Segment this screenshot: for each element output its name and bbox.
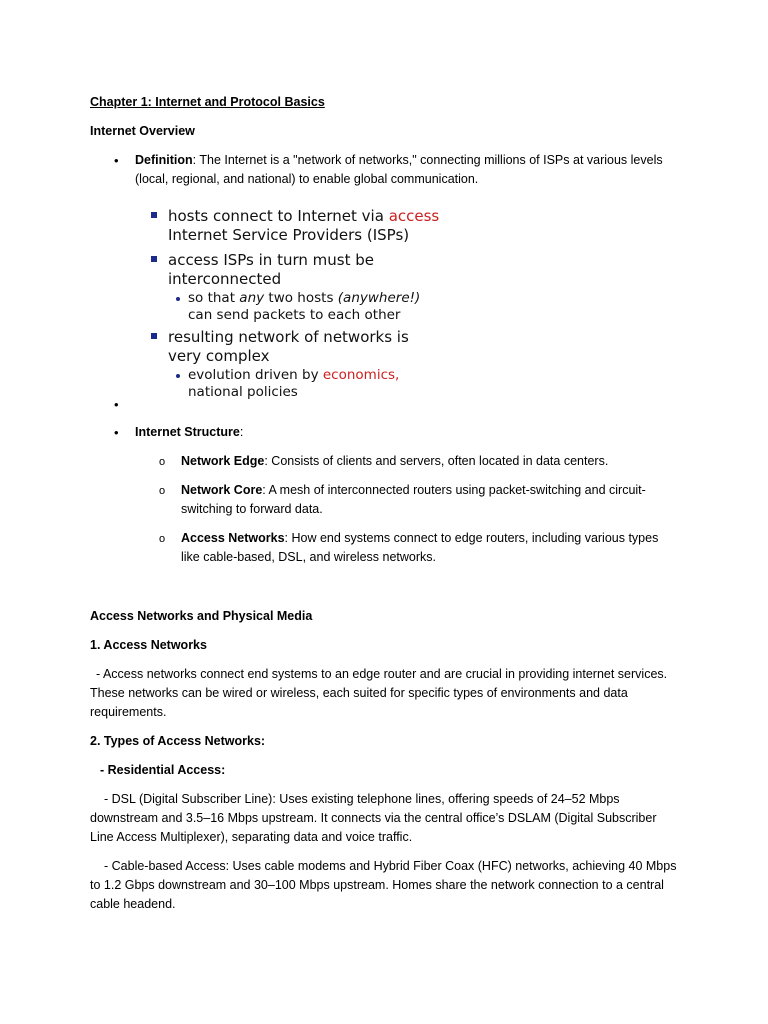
slide-image	[148, 204, 488, 404]
structure-heading	[135, 423, 243, 442]
slide-line-8: very complex	[168, 347, 270, 365]
slide-text: hosts connect to Internet via	[168, 207, 389, 225]
overview-heading: Internet Overview	[90, 124, 195, 138]
slide-text: so that	[188, 290, 240, 306]
slide-line-2: Internet Service Providers (ISPs)	[168, 226, 410, 244]
structure-term: Internet Structure	[135, 425, 240, 439]
item-text: : Consists of clients and servers, often located in data centers.	[264, 454, 609, 468]
slide-square-bullet	[151, 333, 157, 339]
item-term: Access Networks	[181, 531, 285, 545]
structure-item-access	[181, 529, 661, 567]
section2-heading: 2. Types of Access Networks:	[90, 734, 266, 748]
definition-text: : The Internet is a "network of networks," connecting millions of ISPs at various levels (local, regional, and national) to enable global communication.	[135, 153, 663, 186]
slide-line-4: interconnected	[168, 270, 282, 288]
definition-term: Definition	[135, 153, 193, 167]
slide-square-bullet	[151, 212, 157, 218]
slide-square-bullet	[151, 256, 157, 262]
slide-dot-bullet	[176, 374, 180, 378]
residential-heading: - Residential Access:	[100, 763, 226, 777]
structure-item-edge	[181, 452, 671, 471]
slide-line-9	[188, 367, 399, 384]
slide-text-italic: any	[239, 290, 265, 306]
slide-line-6: can send packets to each other	[188, 307, 401, 323]
section1-heading: 1. Access Networks	[90, 638, 207, 652]
slide-text: evolution driven by	[188, 367, 323, 383]
structure-item-core	[181, 481, 661, 519]
access-heading: Access Networks and Physical Media	[90, 609, 313, 623]
slide-text: two hosts	[264, 290, 338, 306]
dsl-paragraph: - DSL (Digital Subscriber Line): Uses existing telephone lines, offering speeds of 24–52 Mbps downstream and 3.5–16 Mbps upstream. It connects via the central office’s DSLAM (Digital Subscriber Line Access Multiplexer), separating data and voice traffic.	[90, 792, 657, 844]
slide-text-red: economics,	[322, 367, 400, 383]
sub-bullet: o	[159, 533, 166, 545]
slide-text-red: access	[388, 207, 440, 225]
bullet-definition: •	[114, 153, 119, 168]
sub-bullet: o	[159, 456, 166, 468]
cable-paragraph: - Cable-based Access: Uses cable modems and Hybrid Fiber Coax (HFC) networks, achieving 40 Mbps to 1.2 Gbps downstream and 30–100 Mbps upstream. Homes share the network connection to a central cable headend.	[90, 859, 677, 911]
slide-line-7: resulting network of networks is	[168, 328, 409, 346]
slide-line-10: national policies	[188, 384, 298, 400]
slide-line-3: access ISPs in turn must be	[168, 251, 374, 269]
chapter-title: Chapter 1: Internet and Protocol Basics	[90, 95, 325, 109]
slide-line-1	[168, 207, 439, 226]
bullet-empty: •	[114, 397, 119, 412]
structure-colon: :	[239, 425, 244, 439]
item-text: : How end systems connect to edge routers, including various types like cable-based, DSL, and wireless networks.	[181, 531, 659, 564]
definition-paragraph	[135, 151, 680, 189]
item-text: : A mesh of interconnected routers using packet-switching and circuit-switching to forward data.	[181, 483, 646, 516]
item-term: Network Edge	[181, 454, 265, 468]
sub-bullet: o	[159, 485, 166, 497]
bullet-structure: •	[114, 425, 119, 440]
slide-dot-bullet	[176, 297, 180, 301]
slide-line-5	[188, 290, 420, 307]
section1-paragraph: - Access networks connect end systems to an edge router and are crucial in providing internet services. These networks can be wired or wireless, each suited for specific types of environments and data requirements.	[90, 667, 668, 719]
item-term: Network Core	[181, 483, 263, 497]
slide-text-italic: (anywhere!)	[337, 290, 421, 306]
